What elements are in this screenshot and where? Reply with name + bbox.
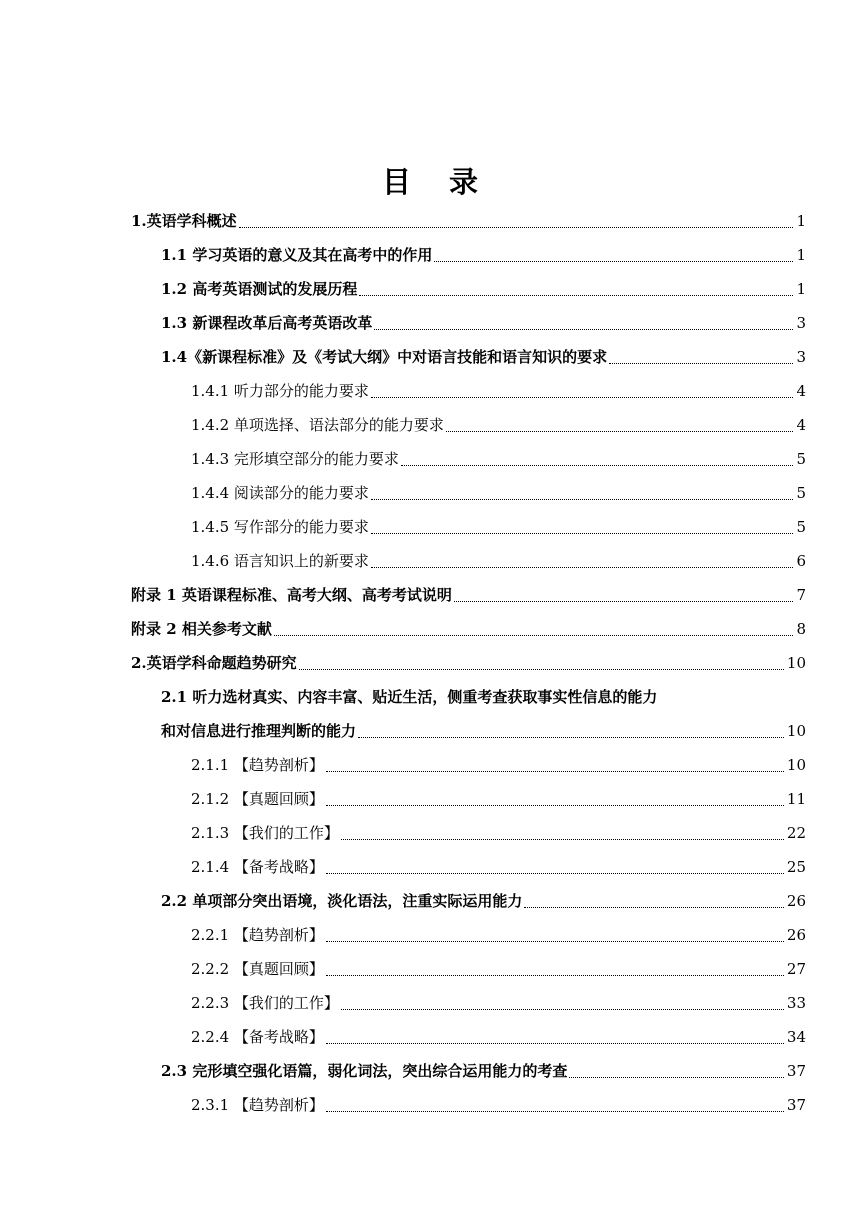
toc-entry[interactable] <box>131 204 806 238</box>
dot-leader <box>326 1043 784 1044</box>
toc-entry-page-number: 5 <box>796 484 806 502</box>
toc-entry-page-number: 33 <box>786 994 806 1012</box>
dot-leader <box>326 873 784 874</box>
dot-leader <box>454 601 794 602</box>
dot-leader <box>371 567 794 568</box>
dot-leader <box>524 907 784 908</box>
toc-entry-page-number: 4 <box>796 416 806 434</box>
toc-entry[interactable] <box>131 782 806 816</box>
dot-leader <box>326 771 784 772</box>
toc-entry-title: 附录 2 相关参考文献 <box>131 620 272 638</box>
toc-entry-title: 2.2 单项部分突出语境，淡化语法，注重实际运用能力 <box>161 892 523 910</box>
toc-entry-title: 2.1 听力选材真实、内容丰富、贴近生活，侧重考查获取事实性信息的能力 <box>161 688 658 706</box>
dot-leader <box>401 465 794 466</box>
dot-leader <box>359 295 793 296</box>
toc-entry-page-number: 22 <box>786 824 806 842</box>
toc-entry[interactable] <box>131 986 806 1020</box>
toc-entry[interactable] <box>131 646 806 680</box>
toc-entry-page-number: 10 <box>786 722 806 740</box>
toc-entry-title: 1.4《新课程标准》及《考试大纲》中对语言技能和语言知识的要求 <box>161 348 608 366</box>
dot-leader <box>326 1111 784 1112</box>
toc-entry[interactable] <box>131 714 806 748</box>
toc-entry-title: 2.2.2 【真题回顾】 <box>191 960 324 978</box>
toc-entry[interactable] <box>131 816 806 850</box>
toc-entry-title: 2.英语学科命题趋势研究 <box>131 654 297 672</box>
toc-entry-title: 1.1 学习英语的意义及其在高考中的作用 <box>161 246 433 264</box>
toc-entry-page-number: 27 <box>786 960 806 978</box>
dot-leader <box>274 635 794 636</box>
toc-entry[interactable] <box>131 1054 806 1088</box>
toc-entry-title: 1.4.6 语言知识上的新要求 <box>191 552 369 570</box>
toc-entry-page-number: 5 <box>796 450 806 468</box>
dot-leader <box>609 363 793 364</box>
toc-entry[interactable] <box>131 612 806 646</box>
toc-entry[interactable] <box>131 442 806 476</box>
toc-entry[interactable] <box>131 850 806 884</box>
table-of-contents <box>131 204 806 1122</box>
dot-leader <box>371 533 794 534</box>
toc-entry[interactable] <box>131 1020 806 1054</box>
toc-entry-page-number: 37 <box>786 1096 806 1114</box>
toc-entry[interactable] <box>131 918 806 952</box>
toc-entry-title: 1.4.3 完形填空部分的能力要求 <box>191 450 399 468</box>
toc-entry[interactable] <box>131 748 806 782</box>
toc-entry-title: 2.1.1 【趋势剖析】 <box>191 756 324 774</box>
toc-entry-page-number: 6 <box>796 552 806 570</box>
toc-entry-page-number: 5 <box>796 518 806 536</box>
dot-leader <box>341 839 784 840</box>
toc-entry-page-number: 7 <box>796 586 806 604</box>
toc-entry[interactable] <box>131 374 806 408</box>
toc-entry-title: 1.4.4 阅读部分的能力要求 <box>191 484 369 502</box>
toc-entry-page-number: 3 <box>796 314 806 332</box>
toc-entry-title: 和对信息进行推理判断的能力 <box>161 722 357 740</box>
toc-entry-page-number: 8 <box>796 620 806 638</box>
toc-entry-title: 1.2 高考英语测试的发展历程 <box>161 280 358 298</box>
toc-entry-page-number: 10 <box>786 756 806 774</box>
dot-leader <box>326 941 784 942</box>
toc-entry-page-number: 3 <box>796 348 806 366</box>
page-title: 目 录 <box>381 165 493 199</box>
toc-entry-page-number: 11 <box>786 790 806 808</box>
toc-entry[interactable] <box>131 578 806 612</box>
dot-leader <box>371 499 794 500</box>
toc-entry-title: 2.2.1 【趋势剖析】 <box>191 926 324 944</box>
toc-entry[interactable] <box>131 1088 806 1122</box>
toc-entry-title: 2.3.1 【趋势剖析】 <box>191 1096 324 1114</box>
toc-entry-title: 1.英语学科概述 <box>131 212 237 230</box>
toc-entry-title: 2.1.2 【真题回顾】 <box>191 790 324 808</box>
toc-entry-title: 1.4.5 写作部分的能力要求 <box>191 518 369 536</box>
toc-entry[interactable] <box>131 272 806 306</box>
toc-entry[interactable] <box>131 476 806 510</box>
toc-entry[interactable] <box>131 306 806 340</box>
toc-entry-page-number: 34 <box>786 1028 806 1046</box>
dot-leader <box>239 227 794 228</box>
dot-leader <box>341 1009 784 1010</box>
toc-entry[interactable] <box>131 884 806 918</box>
dot-leader <box>326 975 784 976</box>
dot-leader <box>434 261 793 262</box>
toc-entry-page-number: 10 <box>786 654 806 672</box>
toc-entry-title: 1.4.2 单项选择、语法部分的能力要求 <box>191 416 444 434</box>
toc-entry[interactable] <box>131 408 806 442</box>
toc-entry-page-number: 37 <box>786 1062 806 1080</box>
dot-leader <box>374 329 793 330</box>
dot-leader <box>569 1077 784 1078</box>
dot-leader <box>358 737 784 738</box>
toc-entry-title: 2.3 完形填空强化语篇，弱化词法，突出综合运用能力的考查 <box>161 1062 568 1080</box>
dot-leader <box>299 669 784 670</box>
toc-entry[interactable] <box>131 510 806 544</box>
toc-entry-page-number: 1 <box>796 246 806 264</box>
dot-leader <box>326 805 784 806</box>
toc-entry-title: 2.2.3 【我们的工作】 <box>191 994 339 1012</box>
dot-leader <box>446 431 794 432</box>
toc-entry-page-number: 26 <box>786 926 806 944</box>
toc-entry-page-number: 26 <box>786 892 806 910</box>
toc-entry[interactable] <box>131 238 806 272</box>
toc-entry[interactable] <box>131 680 806 714</box>
toc-entry[interactable] <box>131 340 806 374</box>
toc-entry-page-number: 4 <box>796 382 806 400</box>
toc-entry-title: 2.2.4 【备考战略】 <box>191 1028 324 1046</box>
toc-entry-title: 1.3 新课程改革后高考英语改革 <box>161 314 373 332</box>
toc-entry-page-number: 1 <box>796 280 806 298</box>
toc-entry-title: 2.1.4 【备考战略】 <box>191 858 324 876</box>
toc-entry[interactable] <box>131 544 806 578</box>
toc-entry-title: 1.4.1 听力部分的能力要求 <box>191 382 369 400</box>
toc-entry-title: 附录 1 英语课程标准、高考大纲、高考考试说明 <box>131 586 452 604</box>
toc-entry-page-number: 25 <box>786 858 806 876</box>
toc-entry-title: 2.1.3 【我们的工作】 <box>191 824 339 842</box>
dot-leader <box>371 397 794 398</box>
toc-entry[interactable] <box>131 952 806 986</box>
toc-entry-page-number: 1 <box>796 212 806 230</box>
